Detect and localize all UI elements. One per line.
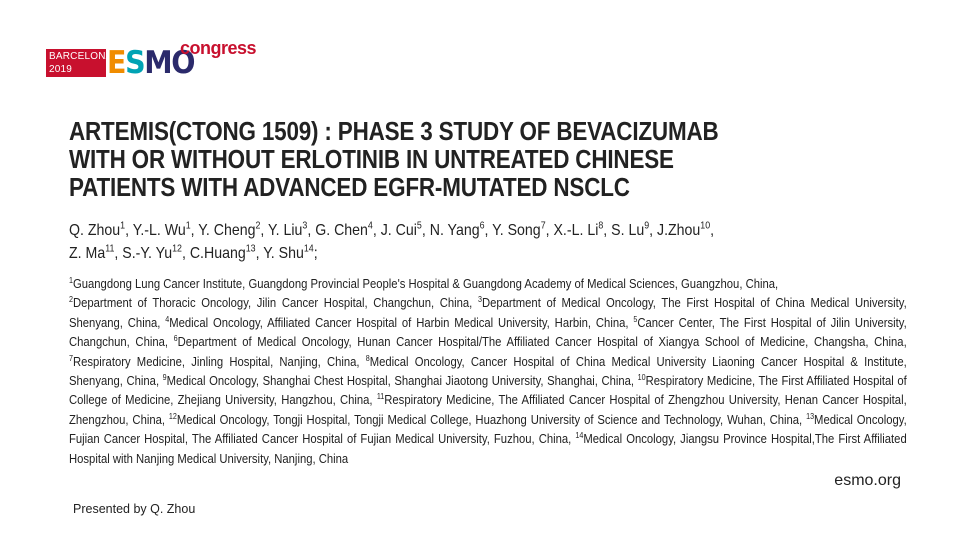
author-separator: , xyxy=(307,222,316,239)
title-line-3: PATIENTS WITH ADVANCED EGFR-MUTATED NSCLC xyxy=(69,174,630,202)
presenter-label: Presented by Q. Zhou xyxy=(73,502,196,516)
affiliation-text: Medical Oncology, Jiangsu Province Hospital,The First Affiliated Hospital with Nanjing Medical University, Nanjing, China xyxy=(69,432,907,466)
author-affiliation-number: 7 xyxy=(540,220,546,232)
affiliation-text: Respiratory Medicine, The Affiliated Cancer Hospital of Zhengzhou University, Henan Cancer Hospital, Zhengzhou, China, xyxy=(69,393,907,427)
author-separator: , xyxy=(114,245,123,262)
website-label: esmo.org xyxy=(834,472,901,489)
author-name: G. Chen xyxy=(315,222,368,239)
affiliation-number: 3 xyxy=(477,295,482,305)
logo-letter-m: M xyxy=(144,45,172,81)
logo-city-badge xyxy=(46,49,113,77)
affiliation-text: Respiratory Medicine, The First Affiliated Hospital of College of Medicine, Zhejiang University, Hangzhou, China, xyxy=(69,374,907,408)
author-separator: , xyxy=(421,222,430,239)
author-name: Y. Song xyxy=(492,222,541,239)
author-affiliation-number: 2 xyxy=(255,220,261,232)
affiliation-text: Guangdong Lung Cancer Institute, Guangdong Provincial People's Hospital & Guangdong Academy of Medical Sciences, Guangzhou, China, xyxy=(72,277,779,291)
title-line-1: ARTEMIS(CTONG 1509) : PHASE 3 STUDY OF BEVACIZUMAB xyxy=(69,118,719,146)
author-list xyxy=(69,219,901,265)
logo-letter-e: E xyxy=(107,45,126,81)
author-name: S.-Y. Yu xyxy=(122,245,173,262)
author-affiliation-number: 9 xyxy=(644,220,650,232)
affiliation-number: 11 xyxy=(376,392,385,402)
author-affiliation-number: 1 xyxy=(185,220,191,232)
author-affiliation-number: 10 xyxy=(700,220,711,232)
affiliation-text: Medical Oncology, Tongji Hospital, Tongji Medical College, Huazhong University of Science and Technology, Wuhan, China, xyxy=(176,412,807,427)
author-separator: , xyxy=(190,222,199,239)
author-separator: , xyxy=(260,222,269,239)
author-name: Y. Cheng xyxy=(198,222,256,239)
author-name: Y. Shu xyxy=(263,245,304,262)
affiliation-number: 13 xyxy=(806,411,815,421)
author-name: C.Huang xyxy=(189,245,246,262)
author-separator: , xyxy=(603,222,612,239)
author-name: J. Cui xyxy=(380,222,417,239)
affiliation-text: Cancer Center, The First Hospital of Jilin University, Changchun, China, xyxy=(69,315,907,350)
logo-year: 2019 xyxy=(49,64,73,75)
affiliation-number: 14 xyxy=(575,431,584,441)
author-affiliation-number: 4 xyxy=(367,220,373,232)
author-separator: , xyxy=(181,245,190,262)
affiliation-number: 10 xyxy=(637,372,646,382)
affiliation-number: 7 xyxy=(69,353,73,363)
author-affiliation-number: 5 xyxy=(416,220,422,232)
affiliation-text: Department of Medical Oncology, Hunan Cancer Hospital/The Affiliated Cancer Hospital of Xiangya School of Medicine, Changsha, China, xyxy=(177,335,907,350)
affiliation-text: Respiratory Medicine, Jinling Hospital, Nanjing, China, xyxy=(72,354,366,369)
logo-city: BARCELONA xyxy=(49,51,113,62)
logo-congress: congress xyxy=(180,38,257,58)
author-name: J.Zhou xyxy=(656,222,701,239)
author-affiliation-number: 11 xyxy=(105,243,115,255)
affiliation-text: Department of Medical Oncology, The First Hospital of China Medical University, Shenyang, China, xyxy=(69,296,907,330)
affiliation-number: 12 xyxy=(168,411,177,421)
logo-letter-o: O xyxy=(171,45,195,81)
affiliation-number: 2 xyxy=(69,295,73,305)
author-separator: , xyxy=(545,222,554,239)
author-separator: , xyxy=(484,222,493,239)
logo-letter-s: S xyxy=(125,45,145,81)
esmo-congress-logo xyxy=(46,38,256,86)
author-name: Y. Liu xyxy=(268,222,303,239)
affiliation-text: Department of Thoracic Oncology, Jilin Cancer Hospital, Changchun, China, xyxy=(72,296,478,311)
affiliation-number: 1 xyxy=(69,275,73,285)
author-affiliation-number: 8 xyxy=(598,220,604,232)
author-name: Q. Zhou xyxy=(69,222,121,239)
author-name: Y.-L. Wu xyxy=(132,222,186,239)
author-separator: , xyxy=(710,222,715,239)
author-separator: , xyxy=(125,222,133,239)
author-separator: ; xyxy=(313,245,318,262)
author-affiliation-number: 6 xyxy=(479,220,485,232)
slide-title xyxy=(69,118,808,202)
author-name: X.-L. Li xyxy=(553,222,599,239)
affiliation-text: Medical Oncology, Shanghai Chest Hospital, Shanghai Jiaotong University, Shanghai, China, xyxy=(166,374,638,389)
author-affiliation-number: 12 xyxy=(172,243,182,255)
author-affiliation-number: 13 xyxy=(245,243,256,255)
author-separator: , xyxy=(649,222,657,239)
affiliation-number: 9 xyxy=(162,372,167,382)
author-separator: , xyxy=(372,222,381,239)
author-separator: , xyxy=(255,245,264,262)
title-line-2: WITH OR WITHOUT ERLOTINIB IN UNTREATED CHINESE xyxy=(69,146,674,174)
author-name: N. Yang xyxy=(429,222,480,239)
affiliation-list xyxy=(69,275,907,469)
author-affiliation-number: 3 xyxy=(302,220,308,232)
author-name: S. Lu xyxy=(611,222,645,239)
affiliation-number: 8 xyxy=(365,353,370,363)
affiliation-text: Medical Oncology, Affiliated Cancer Hospital of Harbin Medical University, Harbin, China, xyxy=(169,315,634,330)
affiliation-number: 6 xyxy=(173,334,178,344)
affiliation-number: 4 xyxy=(165,314,170,324)
affiliation-text: Medical Oncology, Fujian Cancer Hospital, The Affiliated Cancer Hospital of Fujian Medical University, Fuzhou, China, xyxy=(69,412,907,447)
affiliation-text: Medical Oncology, Cancer Hospital of China Medical University Liaoning Cancer Hospital & Institute, Shenyang, China, xyxy=(69,354,907,389)
author-affiliation-number: 14 xyxy=(303,243,314,255)
author-affiliation-number: 1 xyxy=(120,220,126,232)
author-name: Z. Ma xyxy=(69,245,106,262)
affiliation-number: 5 xyxy=(633,314,638,324)
